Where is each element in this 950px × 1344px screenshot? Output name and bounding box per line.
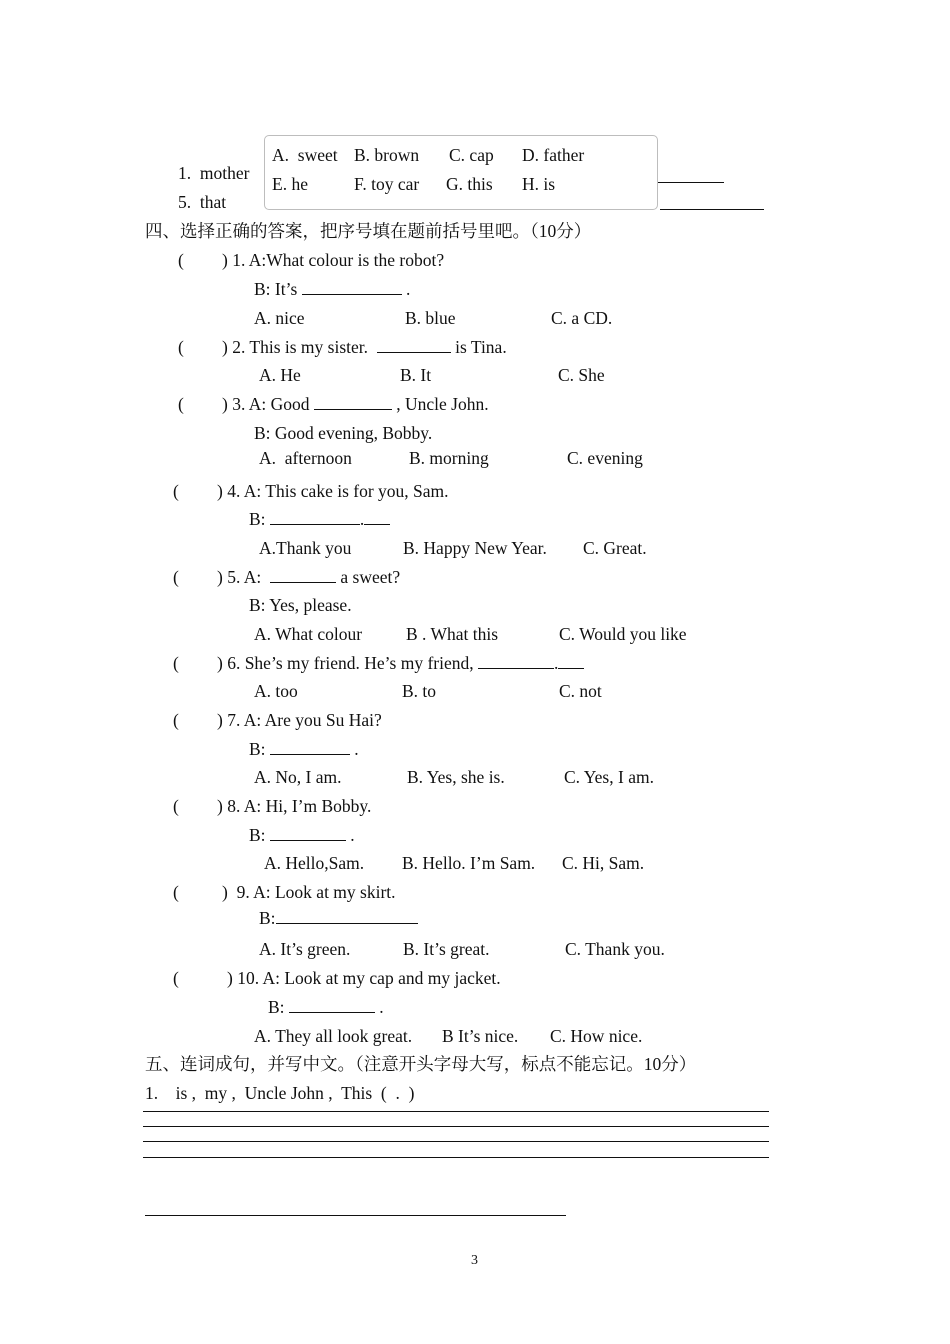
writing-line[interactable] [143,1141,769,1142]
blank[interactable] [276,908,418,924]
q9-b-line: B: [259,908,418,928]
q-mother-label: 1. mother [178,163,250,183]
q10-b-line: B: . [268,997,384,1017]
option-c: C. cap [449,145,494,165]
answer-paren: ( [178,394,184,414]
question-6: ) 6. She’s my friend. He’s my friend, . [217,653,584,673]
q7-option-c: C. Yes, I am. [564,767,654,787]
q9-option-c: C. Thank you. [565,939,665,959]
q7-b-line: B: . [249,739,359,759]
blank[interactable] [270,509,360,525]
q9-option-b: B. It’s great. [403,939,490,959]
writing-line[interactable] [143,1157,769,1158]
q6-option-c: C. not [559,681,602,701]
q9-option-a: A. It’s green. [259,939,351,959]
q10-option-a: A. They all look great. [254,1026,413,1046]
q7-option-a: A. No, I am. [254,767,342,787]
q4-option-a: A.Thank you [259,538,352,558]
q1-b-line: B: It’s . [254,279,411,299]
q10-option-b: B It’s nice. [442,1026,519,1046]
q4-option-c: C. Great. [583,538,647,558]
q8-b-line: B: . [249,825,355,845]
question-3: ) 3. A: Good , Uncle John. [222,394,489,414]
question-9: ) 9. A: Look at my skirt. [222,882,396,902]
q3-option-b: B. morning [409,448,489,468]
q5-option-b: B . What this [406,624,499,644]
blank[interactable] [289,997,375,1013]
q1-option-b: B. blue [405,308,456,328]
q7-option-b: B. Yes, she is. [407,767,505,787]
blank[interactable] [314,394,392,410]
q3-b-line: B: Good evening, Bobby. [254,423,433,443]
q5-option-a: A. What colour [254,624,363,644]
q4-b-line: B: . [249,509,390,529]
question-2: ) 2. This is my sister. is Tina. [222,337,507,357]
option-b: B. brown [354,145,420,165]
q8-option-b: B. Hello. I’m Sam. [402,853,536,873]
answer-paren: ( [173,968,179,988]
writing-line[interactable] [143,1111,769,1112]
blank-tail [558,653,584,669]
option-h: H. is [522,174,556,194]
answer-paren: ( [173,481,179,501]
q8-option-c: C. Hi, Sam. [562,853,645,873]
blank[interactable] [377,337,451,353]
answer-line [654,182,724,183]
reorder-question-1: 1. is , my , Uncle John , This ( . ) [145,1083,415,1103]
q10-option-c: C. How nice. [550,1026,643,1046]
option-f: F. toy car [354,174,420,194]
blank[interactable] [270,739,350,755]
answer-paren: ( [173,710,179,730]
q6-option-b: B. to [402,681,437,701]
question-4: ) 4. A: This cake is for you, Sam. [217,481,449,501]
q3-option-c: C. evening [567,448,643,468]
q4-option-b: B. Happy New Year. [403,538,547,558]
q6-option-a: A. too [254,681,298,701]
question-1: ) 1. A:What colour is the robot? [222,250,445,270]
q2-option-b: B. It [400,365,432,385]
blank[interactable] [270,825,346,841]
q-that-label: 5. that [178,192,227,212]
option-e: E. he [272,174,308,194]
q2-option-c: C. She [558,365,605,385]
question-7: ) 7. A: Are you Su Hai? [217,710,382,730]
q5-option-c: C. Would you like [559,624,687,644]
page-number: 3 [471,1253,478,1268]
section-5-heading: 五、连词成句，并写中文。（注意开头字母大写，标点不能忘记。10分） [145,1054,697,1074]
writing-line[interactable] [145,1215,566,1216]
option-g: G. this [446,174,493,194]
option-d: D. father [522,145,585,165]
section-4-heading: 四、选择正确的答案，把序号填在题前括号里吧。（10分） [145,221,592,241]
question-5: ) 5. A: a sweet? [217,567,401,587]
q2-option-a: A. He [259,365,301,385]
answer-paren: ( [173,796,179,816]
answer-line [660,209,764,210]
writing-line[interactable] [143,1126,769,1127]
question-8: ) 8. A: Hi, I’m Bobby. [217,796,372,816]
question-10: ) 10. A: Look at my cap and my jacket. [227,968,501,988]
answer-paren: ( [178,337,184,357]
answer-paren: ( [178,250,184,270]
word-options-box [264,135,658,210]
blank[interactable] [302,279,402,295]
blank-tail [364,509,390,525]
answer-paren: ( [173,653,179,673]
q3-option-a: A. afternoon [259,448,352,468]
blank[interactable] [270,567,336,583]
blank[interactable] [478,653,554,669]
q5-b-line: B: Yes, please. [249,595,352,615]
option-a: A. sweet [272,145,338,165]
answer-paren: ( [173,882,179,902]
q1-option-c: C. a CD. [551,308,613,328]
q8-option-a: A. Hello,Sam. [264,853,365,873]
answer-paren: ( [173,567,179,587]
q1-option-a: A. nice [254,308,305,328]
